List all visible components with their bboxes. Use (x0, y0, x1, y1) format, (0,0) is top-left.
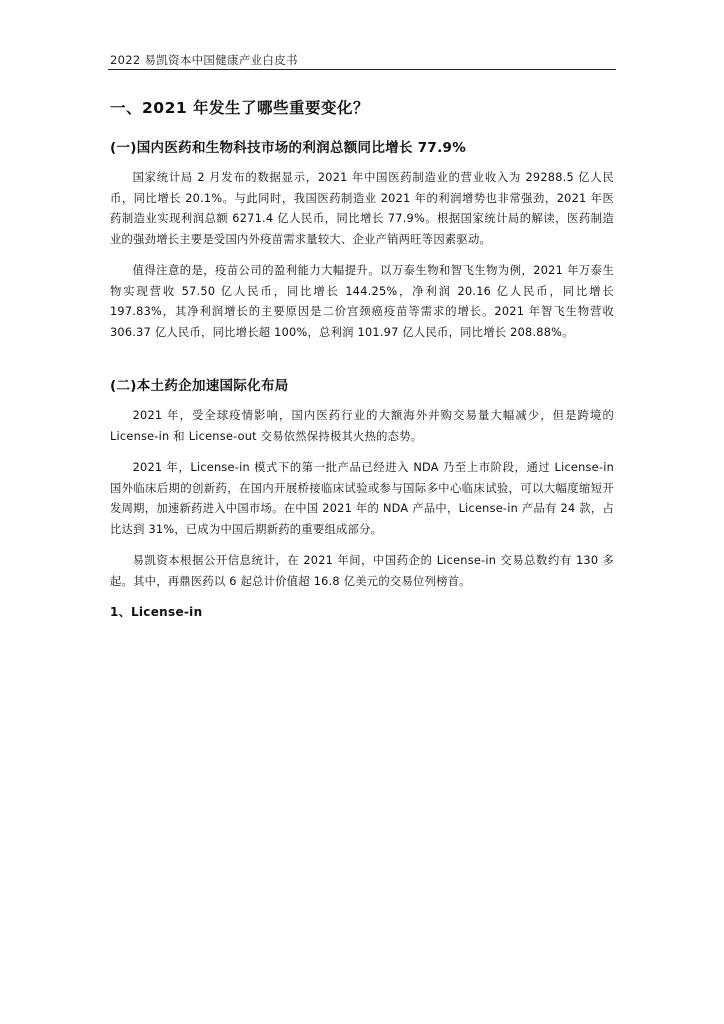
running-header: 2022 易凯资本中国健康产业白皮书 (110, 53, 298, 67)
paragraph-profit-stats: 国家统计局 2 月发布的数据显示，2021 年中国医药制造业的营业收入为 29288.5 亿人民币，同比增长 20.1%。与此同时，我国医药制造业 2021 年的利润增势也非常强劲，2021 年医药制造业实现利润总额 6271.4 亿人民币，同比增长 77.9%。根据国家统计局的解读，医药制造业的强劲增长主要是受国内外疫苗需求量较大、企业产销两旺等因素驱动。 (110, 171, 614, 246)
section-gap (110, 354, 614, 374)
paragraph-vaccine-companies: 值得注意的是，疫苗公司的盈利能力大幅提升。以万泰生物和智飞生物为例，2021 年万泰生物实现营收 57.50 亿人民币，同比增长 144.25%，净利润 20.16 亿人民币，同比增长 197.83%，其净利润增长的主要原因是二价宫颈癌疫苗等需求的增长。2021 年智飞生物营收 306.37 亿人民币，同比增长超 100%，总利润 101.97 亿人民币，同比增长 208.88%。 (110, 264, 614, 339)
paragraph-cross-border-deals: 2021 年，受全球疫情影响，国内医药行业的大额海外并购交易量大幅减少，但是跨境的 License-in 和 License-out 交易依然保持极其火热的态势。 (110, 409, 614, 443)
page-content (110, 96, 614, 620)
item-title-license-in: 1、License-in (110, 605, 203, 619)
header-divider (108, 69, 616, 70)
section-title: 一、2021 年发生了哪些重要变化？ (110, 99, 370, 117)
paragraph-license-in-model: 2021 年，License-in 模式下的第一批产品已经进入 NDA 乃至上市阶段，通过 License-in 国外临床后期的创新药，在国内开展桥接临床试验或参与国际多中心临床试验，可以大幅度缩短开发周期，加速新药进入中国市场。在中国 2021 年的 NDA 产品中，License-in 产品有 24 款，占比达到 31%，已成为中国后期新药的重要组成部分。 (110, 461, 614, 536)
subsection-title-internationalization: (二)本土药企加速国际化布局 (110, 378, 289, 394)
subsection-title-profit: (一)国内医药和生物科技市场的利润总额同比增长 77.9% (110, 140, 467, 156)
paragraph-license-in-statistics: 易凯资本根据公开信息统计，在 2021 年间，中国药企的 License-in 交易总数约有 130 多起。其中，再鼎医药以 6 起总计价值超 16.8 亿美元的交易位列榜首。 (110, 554, 614, 588)
